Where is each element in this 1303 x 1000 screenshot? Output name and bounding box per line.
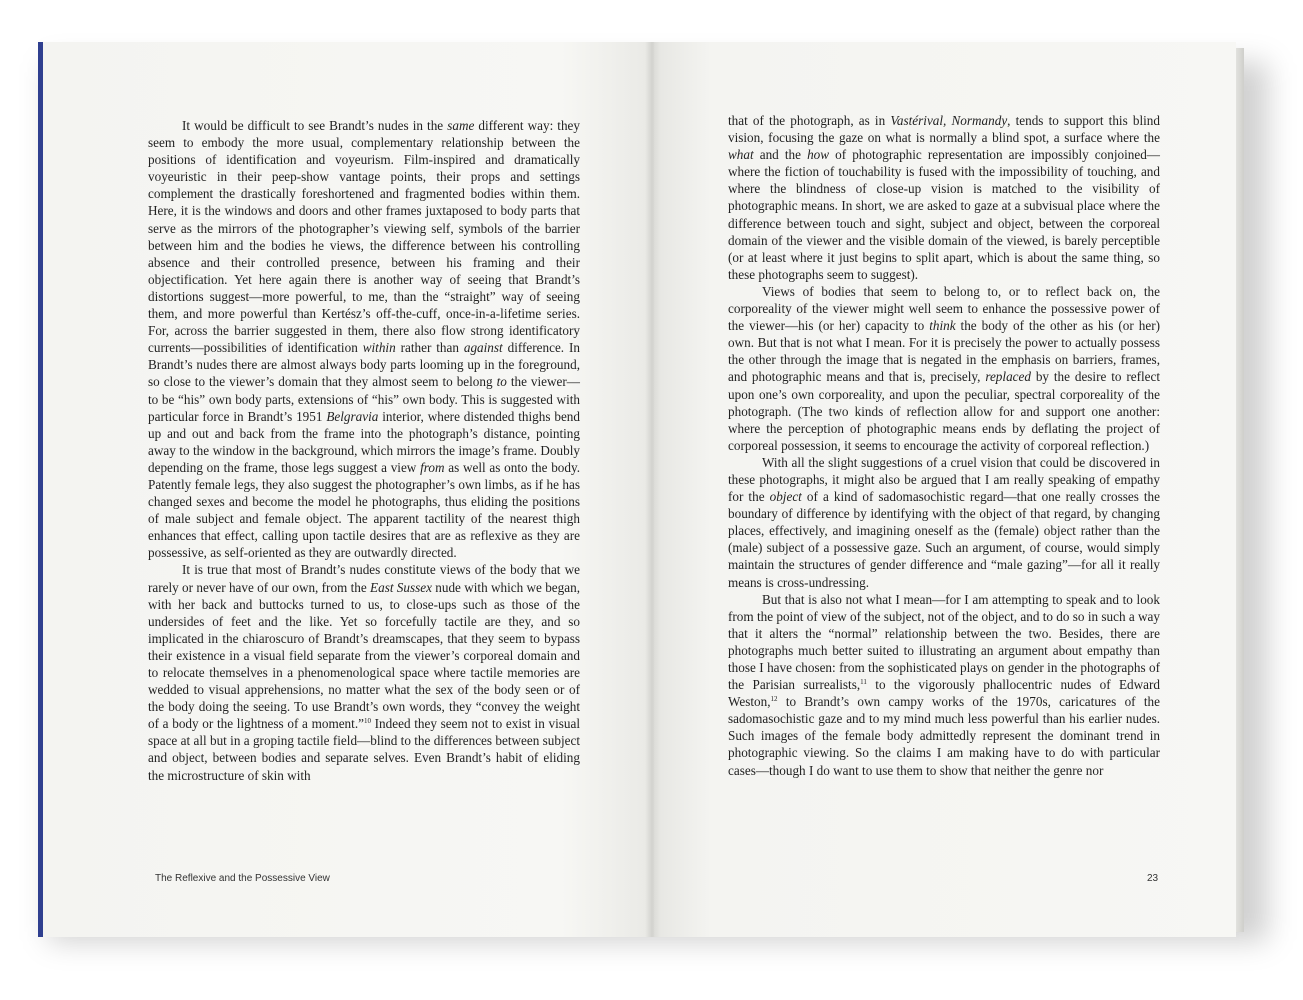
text-run: interior, where distended thighs bend up and out and back from the frame into the photograph’s distance, pointing away to the window in the background, which mirrors the image’s frame. Doubly depending on the frame, those legs suggest a view [148, 408, 580, 475]
text-run: by the desire to reflect upon one’s own corporeality, and upon the peculiar, spectral corporeality of the photograph. (The two kinds of reflection allow for and support one another: where the perception of photographic means ends by deflating the project of corporeal possession, it seems to encourage the activity of corporeal reflection.) [728, 369, 1160, 453]
text-run: and the [753, 147, 808, 163]
italic-text: within [362, 340, 396, 356]
text-run: as well as onto the body. Patently female legs, they also suggest the photographer’s own limbs, as if he has changed sexes and become the model he photographs, thus eliding the positions of male subject and female object. The apparent tactility of the nearest thigh enhances that effect, calling upon tactile desires that are as reflexive as they are possessive, as self-oriented as they are outwardly directed. [148, 459, 581, 561]
body-paragraph [148, 561, 580, 783]
right-page-body-text [728, 112, 1160, 779]
book-spine [645, 42, 661, 937]
italic-text: from [420, 459, 445, 475]
footnote-ref: 12 [770, 695, 778, 704]
text-run: difference. In Brandt’s nudes there are almost always body parts looming up in the foreground, so close to the viewer’s domain that they almost seem to belong [148, 340, 580, 390]
text-run: nude with which we began, with her back and buttocks turned to us, to close-ups such as those of the undersides of feet and the like. Yet so forcefully tactile are they, and so implicated in the chiaroscuro of Brandt’s dreamscapes, that they seem to bypass their existence in a visual field separate from the viewer’s corporeal domain and to relocate themselves in a phenomenological space where tactile memories are wedded to visual apprehensions, no matter what the sex of the body seen or of the body doing the seeing. To use Brandt’s own words, they “convey the weight of a body or the lightness of a moment.” [148, 579, 580, 732]
italic-text: how [807, 147, 830, 163]
text-run: of photographic representation are impossibly conjoined—where the fiction of touchability is fused with the impossibility of touching, and where the blindness of close-up vision is matched to the visibility of photographic means. In short, we are asked to gaze at a subvisual place where the difference between touch and sight, subject and object, between the corporeal domain of the viewer and the visible domain of the viewed, is barely perceptible (or at least where it just begins to split apart, which is about the same thing, so these photographs seem to suggest). [728, 147, 1160, 282]
text-run: It is true that most of Brandt’s nudes constitute views of the body that we rarely or never have of our own, from the [148, 562, 580, 595]
italic-text: same [447, 118, 475, 133]
italic-text: think [929, 318, 956, 334]
text-run: Views of bodies that seem to belong to, or to reflect back on, the corporeality of the viewer might well seem to enhance the possessive power of the viewer—his (or her) capacity to [728, 283, 1160, 334]
body-paragraph [728, 112, 1160, 283]
page-number: 23 [1147, 873, 1159, 884]
text-run: With all the slight suggestions of a cruel vision that could be discovered in these photographs, it might also be argued that I am really speaking of empathy for the [728, 454, 1160, 505]
text-run: the viewer—to be “his” own body parts, extensions of “his” own body. This is suggested with particular force in Brandt’s 1951 [148, 374, 580, 424]
left-page-body-text [148, 117, 580, 784]
text-run: Indeed they seem not to exist in visual space at all but in a groping tactile field—blind to the differences between subject and object, between bodies and separate selves. Even Brandt’s habit of eliding the microstructure of skin with [148, 716, 580, 783]
text-run: rather than [395, 340, 464, 356]
italic-text: what [728, 147, 754, 163]
body-paragraph [148, 117, 580, 561]
text-run: But that is also not what I mean—for I am attempting to speak and to look from the point of view of the subject, not of the object, and to do so in such a way that it alters the “normal” relationship between the two. Besides, there are photographs much better suited to illustrating an argument about empathy than those I have chosen: from the sophisticated plays on gender in the photographs of the Parisian surrealists, [728, 591, 1160, 693]
footnote-ref: 11 [860, 678, 867, 687]
body-paragraph [728, 454, 1160, 591]
text-run: that of the photograph, as in [728, 113, 891, 128]
italic-text: Belgravia [326, 408, 379, 424]
italic-text: object [769, 489, 802, 505]
text-run: to Brandt’s own campy works of the 1970s, caricatures of the sadomasochistic gaze and to my mind much less powerful than his earlier nudes. Such images of the female body admittedly represent the dominant trend in photographic viewing. So the claims I am making have to do with particular cases—though I do want to use them to show that neither the genre nor [728, 694, 1160, 778]
text-run: different way: they seem to embody the more usual, complementary relationship between the positions of identification and voyeurism. Film-inspired and dramatically voyeuristic in their peep-show vantage points, their props and settings complement the drastically foreshortened and fragmented bodies within them. Here, it is the windows and doors and other frames juxtaposed to body parts that serve as the mirrors of the photographer’s viewing self, symbols of the barrier between him and the bodies he views, the difference between his controlling absence and their controlled presence, between his framing and their objectification. Yet here again there is another way of seeing that Brandt’s distortions suggest—more powerful, to me, than the “straight” way of seeing them, and more powerful than Kertész’s off-the-cuff, once-in-a-lifetime series. For, across the barrier suggested in them, there also flow strong identificatory currents—possibilities of identification [148, 118, 580, 356]
italic-text: replaced [985, 369, 1031, 385]
italic-text: Vastérival, Normandy [890, 113, 1008, 128]
body-paragraph [728, 283, 1160, 454]
body-paragraph [728, 591, 1160, 779]
text-run: , tends to support this blind vision, focusing the gaze on what is normally a blind spot, a surface where the [728, 113, 1160, 146]
italic-text: against [463, 340, 503, 356]
text-run: to the vigorously phallocentric nudes of Edward Weston, [728, 677, 1160, 710]
italic-text: East Sussex [370, 579, 432, 595]
text-run: the body of the other as his (or her) own. But that is not what I mean. For it is precisely the power to actually possess the other through the image that is negated in the emphasis on barriers, frames, and photographic means and that is, precisely, [728, 318, 1160, 385]
footnote-ref: 10 [363, 717, 371, 726]
text-run: of a kind of sadomasochistic regard—that one really crosses the boundary of difference by identifying with the object of that regard, by changing places, effectively, and imagining oneself as the (female) object rather than the (male) subject of a possessive gaze. Such an argument, of course, would simply maintain the structures of gender difference and “male gazing”—for all it really means is cross-undressing. [728, 489, 1160, 590]
italic-text: to [496, 374, 507, 390]
text-run: It would be difficult to see Brandt’s nudes in the [182, 118, 448, 133]
running-head: The Reflexive and the Possessive View [155, 873, 330, 884]
